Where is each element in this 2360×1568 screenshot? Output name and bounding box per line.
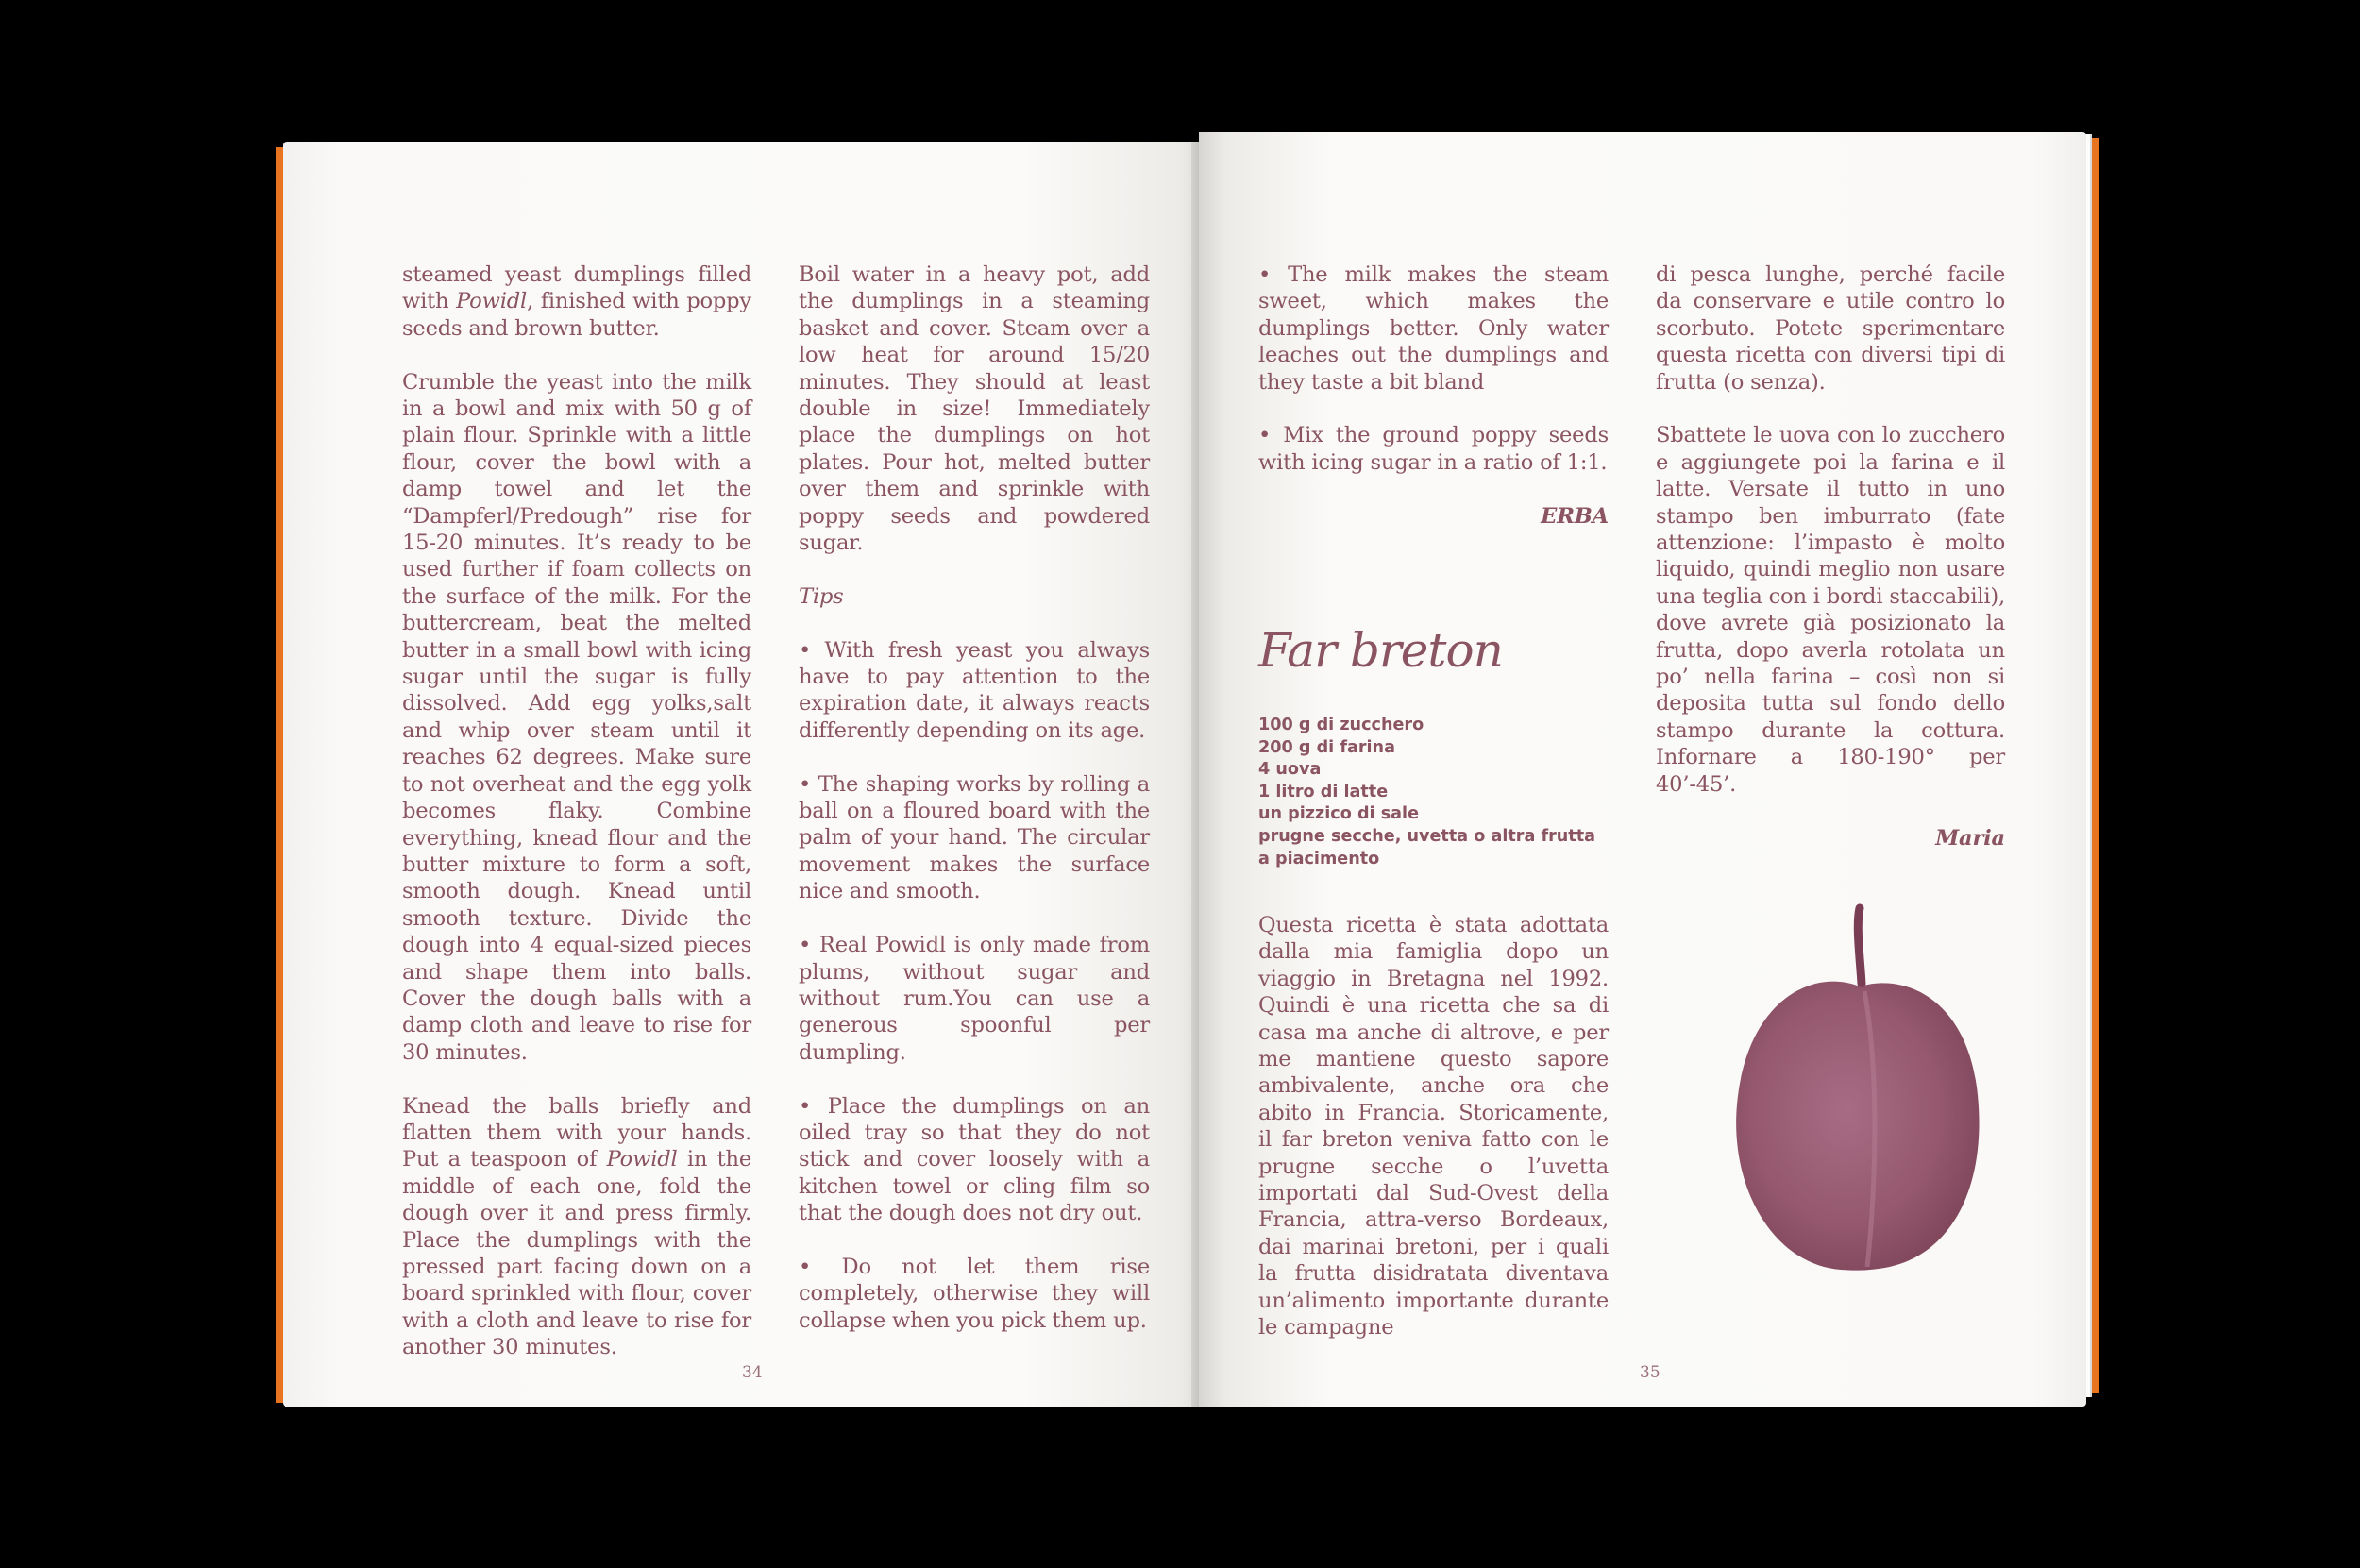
ingredient-item: 100 g di zucchero [1258,716,1424,734]
page-number-right: 35 [1640,1363,1660,1382]
paragraph: Crumble the yeast into the milk in a bowl and mix with 50 g of plain flour. Sprinkle with a little flour, cover the bowl with a damp towel and let the “Dampferl/Predough” rise for 15-20 minutes. It’s ready to be used further if foam collects on the surface of the milk. For the buttercream, beat the melted butter in a small bowl with icing sugar until the sugar is fully dissolved. Add egg yolks,salt and whip over steam until it reaches 62 degrees. Make sure to not overheat and the egg yolk becomes flaky. Combine everything, knead flour and the butter mixture to form a soft, smooth dough. Knead until smooth texture. Divide the dough into 4 equal-sized pieces and shape them into balls. Cover the dough balls with a damp cloth and leave to rise for 30 minutes. [402,369,751,1065]
recipe-intro [1258,912,1609,1368]
ingredient-item: 200 g di farina [1258,737,1395,757]
paragraph: di pesca lunghe, perché facile da conservare e utile contro lo scorbuto. Potete sperimentare questa ricetta con diversi tipi di frutta (o senza). [1656,262,2005,395]
recipe-title: Far breton [1258,623,1503,678]
paragraph: Sbattete le uova con lo zucchero e aggiungete poi la farina e il latte. Versate il tutto in uno stampo ben imburrato (fate attenzione: l’impasto è molto liquido, quindi meglio non usare una teglia con i bordi staccabili), dove avrete già posizionato la frutta, dopo averla rotolata un po’ nella farina – così non si deposita tutta sul fondo dello stampo durante la cottura. Infornare a 180-190° per 40’-45’. [1656,423,2005,797]
paragraph: Questa ricetta è stata adottata dalla mia famiglia dopo un viaggio in Bretagna nel 1992. Quindi è una ricetta che sa di casa ma anche di altrove, e per me mantiene questo sapore ambivalente, anche ora che abito in Francia. Storicamente, il far breton veniva fatto con le prugne secche o l’uvetta importati dal Sud-Ovest della Francia, attra-verso Bordeaux, dai marinai bretoni, per i quali la frutta disidratata diventava un’alimento importante durante le campagne [1258,913,1609,1340]
ingredient-item: un pizzico di sale [1258,804,1420,824]
left-page [283,142,1208,1407]
paragraph: steamed yeast dumplings filled with Powidl, finished with poppy seeds and brown butter. [402,262,751,341]
right-column-2 [1656,261,2005,878]
plum-body [1736,982,1979,1271]
signature-maria: Maria [1935,825,2005,851]
right-column-1 [1258,261,1609,556]
ingredient-item: 4 uova [1258,760,1322,780]
ingredient-item: a piacimento [1258,849,1380,868]
tip-item: • The milk makes the steam sweet, which makes the dumplings better. Only water leaches out the dumplings and they taste a bit bland [1258,262,1609,395]
plum-stem [1858,908,1862,984]
tips-heading: Tips [799,583,844,609]
ingredient-item: 1 litro di latte [1258,782,1389,801]
signature-erba: ERBA [1541,503,1609,529]
page-number-left: 34 [742,1363,763,1382]
paragraph: Boil water in a heavy pot, add the dumplings in a steaming basket and cover. Steam over a low heat for around 15/20 minutes. They should at least double in size! Immediately place the dumplings on hot plates. Pour hot, melted butter over them and sprinkle with poppy seeds and powdered sugar. [799,262,1150,556]
left-column-2 [799,261,1150,1361]
tip-item: • The shaping works by rolling a ball on a floured board with the palm of your hand. The circular movement makes the surface nice and smooth. [799,771,1150,904]
tip-item: • Real Powidl is only made from plums, without sugar and without rum.You can use a generous spoonful per dumpling. [799,933,1150,1065]
ingredient-list [1258,715,1617,870]
left-column-1 [402,261,751,1388]
plum-illustration [1718,897,2001,1293]
ingredient-item: prugne secche, uvetta o altra frutta [1258,826,1595,846]
tip-item: • With fresh yeast you always have to pay attention to the expiration date, it always reacts differently depending on its age. [799,637,1150,743]
tip-item: • Do not let them rise completely, otherwise they will collapse when you pick them up. [799,1254,1150,1333]
paragraph: Knead the balls briefly and flatten them with your hands. Put a teaspoon of Powidl in the middle of each one, fold the dough over it and press firmly. Place the dumplings with the pressed part facing down on a board sprinkled with flour, cover with a cloth and leave to rise for another 30 minutes. [402,1093,751,1360]
tip-item: • Mix the ground poppy seeds with icing sugar in a ratio of 1:1. [1258,423,1609,475]
tip-item: • Place the dumplings on an oiled tray so that they do not stick and cover loosely with a kitchen towel or cling film so that the dough does not dry out. [799,1093,1150,1226]
